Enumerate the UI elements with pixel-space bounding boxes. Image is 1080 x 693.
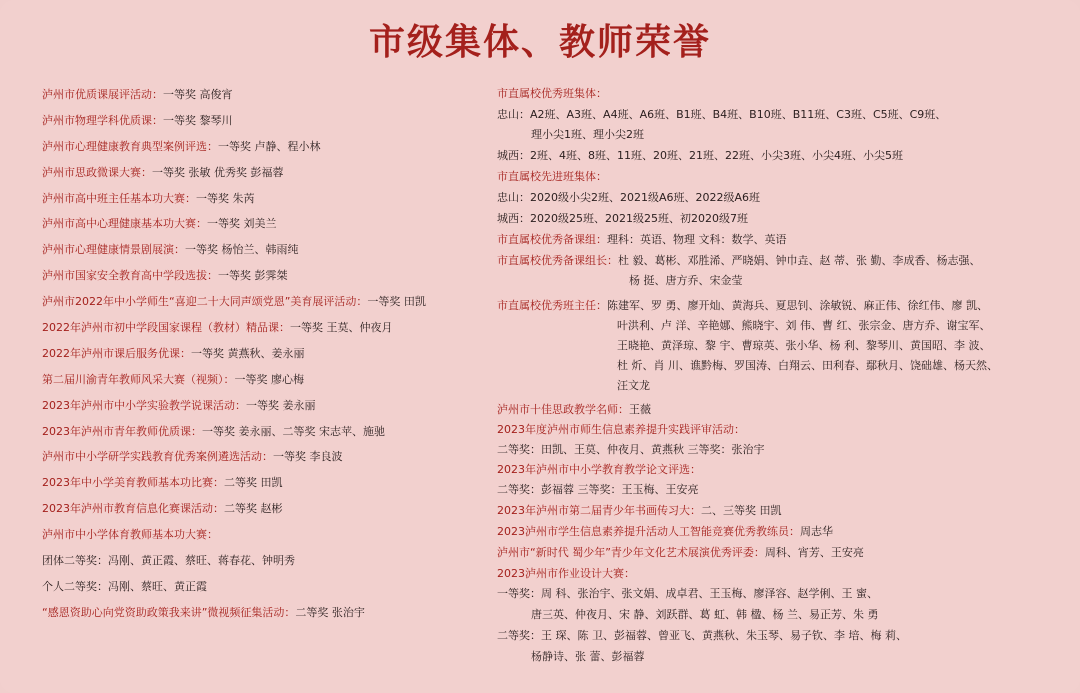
name-list-line: 王晓艳、黄泽琼、黎 宇、曹琼英、张小华、杨 利、黎琴川、黄国昭、李 波、 [617, 339, 991, 352]
honor-row: 2023年泸州市教育信息化赛课活动：二等奖 赵彬 [42, 502, 283, 516]
name-list-line: 杨 挺、唐方乔、宋金莹 [629, 274, 743, 287]
section-heading: 2023年度泸州市师生信息素养提升实践评审活动： [497, 423, 745, 436]
honor-row: 泸州市“新时代 蜀少年”青少年文化艺术展演优秀评委：周科、宵芳、王安亮 [497, 546, 864, 559]
honor-row: 2022年泸州市初中学段国家课程（教材）精品课：一等奖 王莫、仲夜月 [42, 321, 393, 335]
honor-row: 泸州市中小学研学实践教育优秀案例遴选活动：一等奖 李良波 [42, 450, 343, 464]
honor-row: 个人二等奖：冯刚、蔡旺、黄正霞 [42, 579, 207, 593]
section-heading: 2023泸州市作业设计大赛： [497, 567, 635, 580]
name-list-line: 二等奖：王 琛、陈 卫、彭福蓉、曾亚飞、黄燕秋、朱玉琴、易子钦、李 培、梅 莉、 [497, 629, 907, 642]
honor-row: 泸州市国家安全教育高中学段选拔：一等奖 彭霁桀 [42, 269, 288, 283]
page-title: 市级集体、教师荣誉 [368, 21, 711, 63]
honor-row: 泸州市心理健康教育典型案例评选：一等奖 卢静、程小林 [42, 139, 321, 153]
honor-row: 泸州市中小学体育教师基本功大赛： [42, 528, 218, 542]
honor-row: 泸州市物理学科优质课：一等奖 黎琴川 [42, 113, 233, 127]
section-heading: 2023年泸州市中小学教育教学论文评选： [497, 463, 701, 476]
honor-row: 泸州市心理健康情景剧展演：一等奖 杨怡兰、韩雨纯 [42, 243, 299, 257]
left-column [42, 86, 482, 630]
name-list-line: 唐三英、仲夜月、宋 静、刘跃群、葛 虹、韩 楹、杨 兰、易正芳、朱 勇 [531, 608, 879, 621]
name-list-line: 汪文龙 [617, 379, 650, 392]
name-list-line: 叶洪利、卢 洋、辛艳娜、熊晓宇、刘 伟、曹 红、张宗金、唐方乔、谢宝军、 [617, 319, 991, 332]
honor-row: 市直属校优秀备课组：理科：英语、物理 文科：数学、英语 [497, 233, 787, 246]
honor-row: 泸州市高中心理健康基本功大赛：一等奖 刘美兰 [42, 217, 277, 231]
right-column [497, 87, 1057, 670]
class-list-line: 城西：2020级25班、2021级25班、初2020级7班 [497, 212, 748, 225]
honor-row: 2023年泸州市中小学实验教学说课活动：一等奖 姜永丽 [42, 398, 316, 412]
honor-row: 第二届川渝青年教师风采大赛（视频）：一等奖 廖心梅 [42, 372, 304, 386]
class-list-line: 忠山：2020级小尖2班、2021级A6班、2022级A6班 [497, 191, 761, 204]
honor-row: 泸州市高中班主任基本功大赛：一等奖 朱芮 [42, 191, 255, 205]
section-heading: 市直属校优秀班集体： [497, 87, 607, 100]
honor-row: “感恩资助心向党资助政策我来讲”微视频征集活动：二等奖 张治宇 [42, 605, 365, 619]
honor-row: 泸州市2022年中小学师生“喜迎二十大同声颂党恩”美育展评活动：一等奖 田凯 [42, 295, 426, 309]
name-list-line: 杜 炘、肖 川、谯黔梅、罗国涛、白翔云、田利春、鄢秋月、饶础雄、杨天然、 [617, 359, 998, 372]
class-list-line: 城西：2班、4班、8班、11班、20班、21班、22班、小尖3班、小尖4班、小尖5班 [497, 149, 903, 162]
honor-row: 2023年泸州市青年教师优质课：一等奖 姜永丽、二等奖 宋志苹、施驰 [42, 424, 385, 438]
honor-row: 泸州市思政微课大赛：一等奖 张敏 优秀奖 彭福蓉 [42, 165, 284, 179]
class-list-line: 忠山：A2班、A3班、A4班、A6班、B1班、B4班、B10班、B11班、C3班、C5班、C9班、 [497, 108, 947, 121]
honor-row: 2023年泸州市第二届青少年书画传习大：二、三等奖 田凯 [497, 504, 782, 517]
honor-row: 2022年泸州市课后服务优课：一等奖 黄燕秋、姜永丽 [42, 346, 305, 360]
name-list-line: 杨静诗、张 蕾、彭福蓉 [531, 650, 645, 663]
honor-row: 2023年中小学美育教师基本功比赛：二等奖 田凯 [42, 476, 283, 490]
honor-row: 团体二等奖：冯刚、黄正霞、蔡旺、蒋春花、钟明秀 [42, 554, 295, 568]
honor-row: 市直属校优秀备课组长：杜 毅、葛彬、邓胜浠、严晓娟、钟巾垚、赵 蒂、张 勤、李成香、杨志强、 [497, 254, 981, 267]
honor-row: 二等奖：田凯、王莫、仲夜月、黄燕秋 三等奖：张治宇 [497, 443, 765, 456]
honor-row: 泸州市优质课展评活动：一等奖 高俊宵 [42, 88, 233, 101]
class-list-line: 理小尖1班、理小尖2班 [531, 128, 644, 141]
name-list-line: 一等奖：周 科、张治宇、张文娟、成卓君、王玉梅、廖泽容、赵学俐、王 蜜、 [497, 587, 878, 600]
honor-row: 2023泸州市学生信息素养提升活动人工智能竞赛优秀教练员：周志华 [497, 525, 833, 538]
honor-row: 泸州市十佳思政教学名师：王薇 [497, 403, 651, 416]
honor-row: 二等奖：彭福蓉 三等奖：王玉梅、王安亮 [497, 483, 699, 496]
honor-row: 市直属校优秀班主任：陈建军、罗 勇、廖开灿、黄海兵、夏思钊、涂敏锐、麻正伟、徐红伟、廖 凯、 [497, 299, 988, 312]
section-heading: 市直属校先进班集体： [497, 170, 607, 183]
